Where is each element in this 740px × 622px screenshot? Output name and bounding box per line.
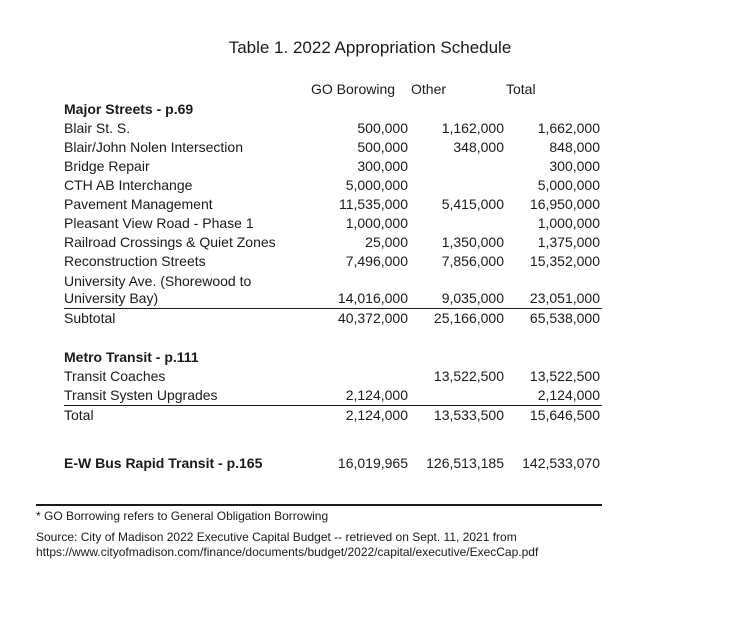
table-row [64,195,602,214]
section-heading-label: Metro Transit - p.111 [64,349,199,365]
row-label: Reconstruction Streets [64,253,206,269]
go-borrowing-value: 2,124,000 [345,387,408,403]
other-value: 1,162,000 [441,120,504,136]
total-value: 65,538,000 [529,310,600,326]
row-label: Transit Systen Upgrades [64,387,218,403]
go-borrowing-value: 40,372,000 [337,310,408,326]
total-value: 1,000,000 [537,215,600,231]
table-row [64,367,602,386]
other-value: 13,522,500 [433,368,504,384]
total-value: 23,051,000 [529,290,600,306]
row-label: Bridge Repair [64,158,150,174]
table-row [64,386,602,406]
total-value: 15,646,500 [529,407,600,423]
table-row [64,233,602,252]
go-borrowing-value: 500,000 [357,120,408,136]
table-notes [36,504,602,560]
column-header-other: Other [411,81,447,97]
go-borrowing-value: 25,000 [365,234,408,250]
go-borrowing-value: 7,496,000 [345,253,408,269]
go-borrowing-value: 1,000,000 [345,215,408,231]
spacer [64,328,602,348]
table-row [64,157,602,176]
appropriation-table [64,100,602,473]
total-value: 5,000,000 [537,177,600,193]
row-label: Blair St. S. [64,120,131,136]
row-label: Subtotal [64,310,116,326]
row-label-line-1: University Ave. (Shorewood to [64,273,252,289]
go-borrowing-value: 2,124,000 [345,407,408,423]
table-row [64,271,602,309]
row-label: Blair/John Nolen Intersection [64,139,243,155]
total-value: 13,522,500 [529,368,600,384]
other-value: 126,513,185 [426,455,504,471]
total-value: 16,950,000 [529,196,600,212]
other-value: 7,856,000 [441,253,504,269]
total-value: 1,662,000 [537,120,600,136]
section-heading-label: E-W Bus Rapid Transit - p.165 [64,455,263,471]
table-row [64,214,602,233]
subtotal-row [64,309,602,328]
other-value: 25,166,000 [433,310,504,326]
go-borrowing-value: 5,000,000 [345,177,408,193]
row-label-line-2: University Bay) [64,290,159,306]
other-value: 1,350,000 [441,234,504,250]
other-value: 5,415,000 [441,196,504,212]
total-value: 2,124,000 [537,387,600,403]
section-heading-metro-transit [64,348,602,367]
brt-row [64,454,602,473]
table-row [64,176,602,195]
column-header-go-borrowing: GO Borowing [311,81,396,97]
go-borrowing-value: 14,016,000 [337,290,408,306]
footnote: * GO Borrowing refers to General Obligation Borrowing [36,509,329,523]
table-row [64,252,602,271]
row-label: CTH AB Interchange [64,177,193,193]
table-title: Table 1. 2022 Appropriation Schedule [228,38,512,57]
total-row [64,406,602,425]
go-borrowing-value: 16,019,965 [337,455,408,471]
section-heading-label: Major Streets - p.69 [64,101,194,117]
other-value: 9,035,000 [441,290,504,306]
spacer [64,425,602,454]
table-row [64,138,602,157]
column-header-total: Total [506,81,536,97]
section-heading-major-streets [64,100,602,119]
total-value: 142,533,070 [522,455,600,471]
source-line-1: Source: City of Madison 2022 Executive Capital Budget -- retrieved on Sept. 11, 2021 from [36,530,517,544]
go-borrowing-value: 11,535,000 [338,196,408,212]
total-value: 15,352,000 [529,253,600,269]
row-label [64,273,251,307]
row-label: Total [64,407,94,423]
row-label: Transit Coaches [64,368,166,384]
go-borrowing-value: 300,000 [357,158,408,174]
row-label: Railroad Crossings & Quiet Zones [64,234,276,250]
row-label: Pleasant View Road - Phase 1 [64,215,254,231]
total-value: 848,000 [549,139,600,155]
source-line-2: https://www.cityofmadison.com/finance/documents/budget/2022/capital/executive/ExecCap.pdf [36,545,539,559]
other-value: 13,533,500 [433,407,504,423]
row-label: Pavement Management [64,196,213,212]
go-borrowing-value: 500,000 [357,139,408,155]
other-value: 348,000 [453,139,504,155]
total-value: 1,375,000 [537,234,600,250]
table-row [64,119,602,138]
total-value: 300,000 [549,158,600,174]
